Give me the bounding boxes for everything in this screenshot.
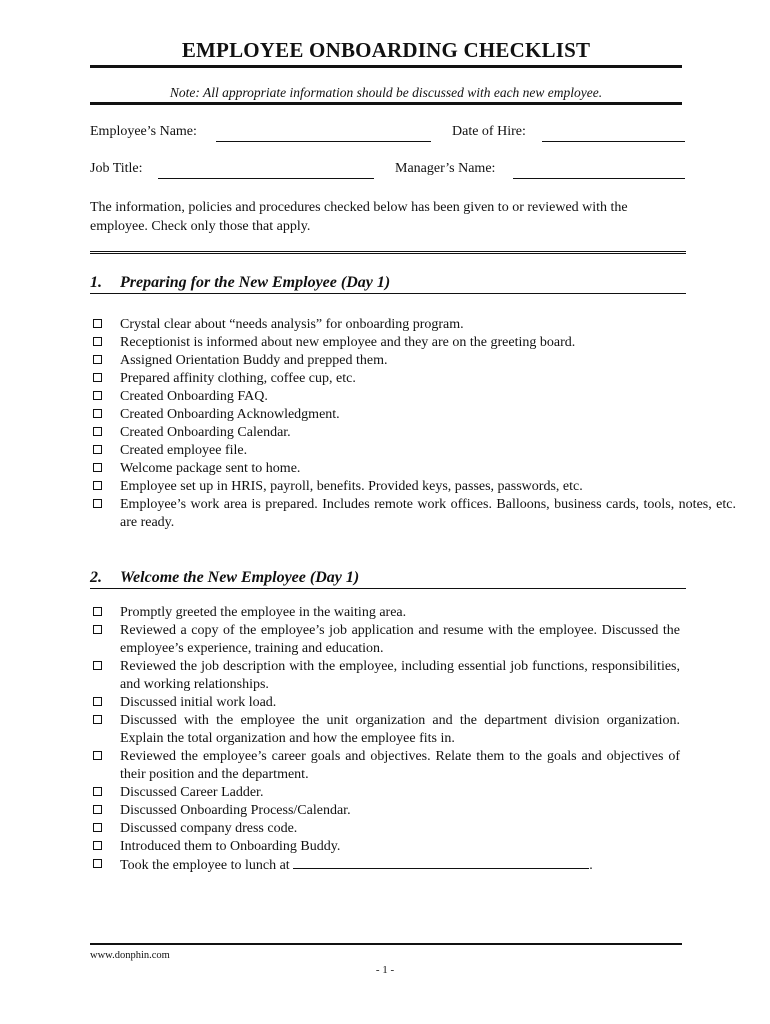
checkbox[interactable] xyxy=(93,445,102,454)
checkbox[interactable] xyxy=(93,463,102,472)
employee-name-label: Employee’s Name: xyxy=(90,124,197,139)
date-of-hire-field[interactable] xyxy=(542,141,685,142)
checkbox[interactable] xyxy=(93,787,102,796)
checkbox[interactable] xyxy=(93,715,102,724)
checkbox[interactable] xyxy=(93,481,102,490)
checkbox[interactable] xyxy=(93,337,102,346)
checkbox[interactable] xyxy=(93,427,102,436)
section-2-checklist xyxy=(92,604,680,875)
manager-name-label: Manager’s Name: xyxy=(395,161,496,176)
checkbox[interactable] xyxy=(93,391,102,400)
employee-name-field[interactable] xyxy=(216,141,431,142)
footer-url: www.donphin.com xyxy=(90,950,170,961)
checkbox[interactable] xyxy=(93,697,102,706)
checkbox[interactable] xyxy=(93,499,102,508)
checklist-item: Introduced them to Onboarding Buddy. xyxy=(92,838,680,856)
intro-paragraph: The information, policies and procedures checked below has been given to or reviewed with the employee. Check only those that apply. xyxy=(90,200,628,234)
section-2-heading xyxy=(90,569,686,587)
checklist-item: Created Onboarding FAQ. xyxy=(92,388,736,406)
manager-name-field[interactable] xyxy=(513,178,685,179)
job-title-field[interactable] xyxy=(158,178,374,179)
checkbox[interactable] xyxy=(93,409,102,418)
date-of-hire-label: Date of Hire: xyxy=(452,124,526,139)
section-divider xyxy=(90,251,686,254)
note-text: Note: All appropriate information should be discussed with each new employee. xyxy=(169,85,603,100)
section-title: Preparing for the New Employee (Day 1) xyxy=(120,274,391,291)
checklist-item: Discussed Career Ladder. xyxy=(92,784,680,802)
checklist-item: Took the employee to lunch at . xyxy=(92,856,680,875)
checklist-item: Receptionist is informed about new employee and they are on the greeting board. xyxy=(92,334,736,352)
note-underline xyxy=(90,102,682,105)
checkbox[interactable] xyxy=(93,661,102,670)
checklist-item: Reviewed a copy of the employee’s job application and resume with the employee. Discussed the employee’s experience, training and education. xyxy=(92,622,680,658)
title-underline xyxy=(90,65,682,68)
section-1-heading xyxy=(90,274,686,292)
checkbox[interactable] xyxy=(93,625,102,634)
section-title: Welcome the New Employee (Day 1) xyxy=(120,569,360,586)
footer-rule xyxy=(90,943,682,945)
section-2-rule xyxy=(90,588,686,589)
lunch-location-field[interactable] xyxy=(293,856,589,869)
checkbox[interactable] xyxy=(93,805,102,814)
checklist-item: Reviewed the employee’s career goals and objectives. Relate them to the goals and objectives of their position and the department. xyxy=(92,748,680,784)
checklist-item: Promptly greeted the employee in the waiting area. xyxy=(92,604,680,622)
checklist-item: Discussed initial work load. xyxy=(92,694,680,712)
checklist-item: Created employee file. xyxy=(92,442,736,460)
checkbox[interactable] xyxy=(93,859,102,868)
checklist-item: Employee set up in HRIS, payroll, benefits. Provided keys, passes, passwords, etc. xyxy=(92,478,736,496)
job-title-label: Job Title: xyxy=(90,161,143,176)
checkbox[interactable] xyxy=(93,319,102,328)
checklist-item: Discussed company dress code. xyxy=(92,820,680,838)
checklist-item: Reviewed the job description with the employee, including essential job functions, responsibilities, and working relationships. xyxy=(92,658,680,694)
page-number: - 1 - xyxy=(375,964,395,976)
checkbox[interactable] xyxy=(93,607,102,616)
section-1-checklist xyxy=(92,316,736,532)
document-title: EMPLOYEE ONBOARDING CHECKLIST xyxy=(181,38,591,62)
checklist-item: Prepared affinity clothing, coffee cup, etc. xyxy=(92,370,736,388)
section-number: 2. xyxy=(90,569,102,586)
section-1-rule xyxy=(90,293,686,294)
checklist-item: Discussed with the employee the unit organization and the department division organization. Explain the total organization and how the employee fits in. xyxy=(92,712,680,748)
checklist-item: Created Onboarding Calendar. xyxy=(92,424,736,442)
section-number: 1. xyxy=(90,274,102,291)
checkbox[interactable] xyxy=(93,841,102,850)
checklist-item: Crystal clear about “needs analysis” for onboarding program. xyxy=(92,316,736,334)
checklist-item: Created Onboarding Acknowledgment. xyxy=(92,406,736,424)
checklist-item: Welcome package sent to home. xyxy=(92,460,736,478)
checkbox[interactable] xyxy=(93,373,102,382)
checkbox[interactable] xyxy=(93,751,102,760)
checklist-item: Discussed Onboarding Process/Calendar. xyxy=(92,802,680,820)
checklist-item: Employee’s work area is prepared. Includes remote work offices. Balloons, business cards, tools, notes, etc. are ready. xyxy=(92,496,736,532)
checklist-item: Assigned Orientation Buddy and prepped them. xyxy=(92,352,736,370)
checkbox[interactable] xyxy=(93,823,102,832)
checkbox[interactable] xyxy=(93,355,102,364)
